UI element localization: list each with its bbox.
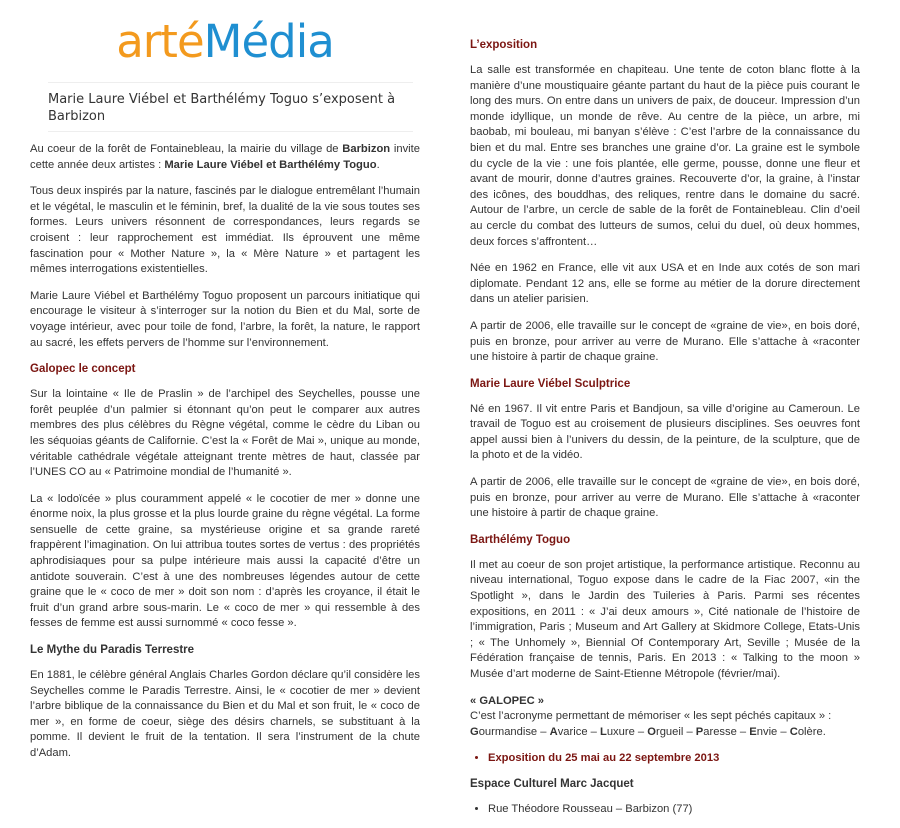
paragraph: Né en 1967. Il vit entre Paris et Bandjoun, sa ville d’origine au Cameroun. Le travail de Toguo est au croisement de plusieurs disciplines. Ses oeuvres font appel aussi bien à l’univers du dessin, de la peinture, de la sculpture, que de la photo et de la vidéo. [470, 402, 860, 462]
acronym-word-rest: aresse – [703, 725, 750, 738]
right-column [470, 0, 860, 828]
acronym-letter: A [549, 725, 558, 738]
paragraph: La salle est transformée en chapiteau. Une tente de coton blanc flotte à la manière d’une moustiquaire géante partant du haut de la pièce puis courant le long des murs. On entre dans un univers de paix, de douceur. Impression d’un monde idyllique, un monde de rêve. Au centre de la pièce, un arbre, mi baobab, mi bouleau, mi banyan s’élève : C’est l’arbre de la connaissance du bien et du mal. Entre ses branches une graine d’or. La graine est le symbole du cycle de la vie : une fois plantée, elle germe, pousse, donne une fleur et avant de mourir, donne d’autres graines. Recouverte d’or, la graine, à l’instar des icônes, des bouddhas, des reliques, rentre dans le domaine du sacré. Autour de l’arbre, un cercle de sable de la forêt de Fontainebleau. Clin d’oeil au cercle du combat des lutteurs de sumos, celui du duel, où deux hommes, deux forces s’affrontent… [470, 64, 860, 248]
acronym-word-rest: olère. [797, 725, 826, 738]
galopec-title: « GALOPEC » [470, 694, 544, 707]
section-heading: Marie Laure Viébel Sculptrice [470, 377, 631, 390]
paragraph: Il met au coeur de son projet artistique, la performance artistique. Reconnu au niveau international, Toguo expose dans le cadre de la Fiac 2007, «in the Spotlight », dans le Jardin des Tuileries à Paris. Parmi ses récentes expositions, en 2011 : « J’ai deux amours », Cité nationale de l’histoire de l’immigration, Paris ; Museum and Art Gallery at Skidmore College, Etats-Unis ; « The Unhomely », Biennial Of Contemporary Art, Seville ; Musée de la Fédération française de tennis, Paris. En 2013 : « Talking to the moon » Musée d’art moderne de Saint-Etienne Métropole (février/mai). [470, 558, 860, 680]
acronym-word-rest: uxure – [606, 725, 648, 738]
section-heading: Le Mythe du Paradis Terrestre [30, 644, 195, 657]
galopec-block [470, 694, 860, 741]
acronym-letter: O [647, 725, 656, 738]
acronym-word-rest: nvie – [756, 725, 790, 738]
article-title: Marie Laure Viébel et Barthélémy Toguo s’exposent à Barbizon [48, 82, 413, 132]
artemedia-logo[interactable] [30, 14, 420, 70]
address-list [470, 802, 860, 818]
acronym-letter: C [789, 725, 798, 738]
dates-list [470, 751, 860, 767]
paragraph: En 1881, le célèbre général Anglais Charles Gordon déclare qu’il considère les Seychelles comme le Paradis Terrestre. Ainsi, le « cocotier de mer » devient l’arbre biblique de la connaissance du Bien et du Mal et son fruit, le « coco de mer », en forme de coeur, siège des désirs charnels, se substituant à la pomme. Il devient le fruit de la tentation. Il sera l’instrument de la chute d’Adam. [30, 669, 420, 759]
acronym-word-rest: rgueil – [655, 725, 696, 738]
paragraph: Marie Laure Viébel et Barthélémy Toguo proposent un parcours initiatique qui encourage le visiteur à s’interroger sur la notion du Bien et du Mal, sorte de voyage intérieur, avec pour toile de fond, l’arbre, la forêt, la nature, le rapport au sacré, les effets pervers de l’homme sur l’environnement. [30, 289, 420, 349]
acronym-letter: E [749, 725, 757, 738]
exhibition-dates: • Exposition du 25 mai au 22 septembre 2013 [488, 751, 860, 767]
acronym-word-rest: varice – [557, 725, 600, 738]
intro-paragraph: Au coeur de la forêt de Fontainebleau, la mairie du village de Barbizon invite cette année deux artistes : Marie Laure Viébel et Barthélémy Toguo. [30, 143, 420, 171]
paragraph: A partir de 2006, elle travaille sur le concept de «graine de vie», en bois doré, puis en bronze, pour arriver au verre de Murano. Elle s’attache à «raconter une histoire à partir de chaque graine. [470, 319, 860, 364]
paragraph: Sur la lointaine « Ile de Praslin » de l’archipel des Seychelles, pousse une forêt peuplée d’un palmier si étonnant qu’on peut le comparer aux autres membres des plus célèbres du Règne végétal, comme le cèdre du Liban ou les séquoias géants de Californie. C’est la « Forêt de Mai », unique au monde, véritable cathédrale végétale atteignant trente mètres de haut, classée par l’UNES CO au « Patrimoine mondial de l’humanité ». [30, 388, 420, 479]
section-heading: L’exposition [470, 39, 538, 51]
galopec-acronym [470, 725, 860, 741]
acronym-letter: L [599, 725, 607, 738]
left-column [30, 0, 420, 773]
paragraph: Tous deux inspirés par la nature, fascinés par le dialogue entremêlant l’humain et le végétal, le masculin et le féminin, bref, la dualité de la vie sous toutes ses formes. Leurs univers résonnent de correspondances, leurs regards se croisent : leur rapprochement est immédiat. Ils éprouvent une même fascination pour « Mother Nature », la « Mère Nature » et partagent les mêmes interrogations existentielles. [30, 185, 420, 276]
logo-part-2: Média [203, 15, 334, 68]
paragraph: Née en 1962 en France, elle vit aux USA et en Inde aux cotés de son mari diplomate. Pendant 12 ans, elle se forme au métier de la dorure directement dans un atelier parisien. [470, 262, 860, 306]
paragraph: A partir de 2006, elle travaille sur le concept de «graine de vie», en bois doré, puis en bronze, pour arriver au verre de Murano. Elle s’attache à «raconter une histoire à partir de chaque graine. [470, 476, 860, 520]
acronym-letter: G [470, 725, 479, 738]
section-heading: Espace Culturel Marc Jacquet [470, 777, 634, 790]
galopec-line: C’est l’acronyme permettant de mémoriser « les sept péchés capitaux » : [470, 710, 832, 723]
address: • Rue Théodore Rousseau – Barbizon (77) [488, 802, 860, 818]
acronym-letter: P [695, 725, 704, 738]
acronym-word-rest: ourmandise – [478, 725, 550, 738]
paragraph: La « lodoïcée » plus couramment appelé « le cocotier de mer » donne une énorme noix, la plus grosse et la plus lourde graine du règne végétal. La forme sensuelle de cette graine, sa mystérieuse origine et sa grande rareté frappèrent l’imagination. On lui attribua toutes sortes de vertus : des propriétés aphrodisiaques pour sa pulpe intérieure mais aussi la capacité d’être un antidote souverain. C’est à une des nombreuses légendes autour de cette graine que le « coco de mer » doit son nom : d’après les croyance, il était le fruit d’un grand arbre sous-marin. Le « coco de mer » qui ressemble à des fesses de femme est aussi surnommé « coco fesse ». [30, 492, 420, 630]
section-heading: Barthélémy Toguo [470, 533, 571, 546]
logo-part-1: arté [116, 15, 204, 68]
section-heading: Galopec le concept [30, 363, 136, 376]
